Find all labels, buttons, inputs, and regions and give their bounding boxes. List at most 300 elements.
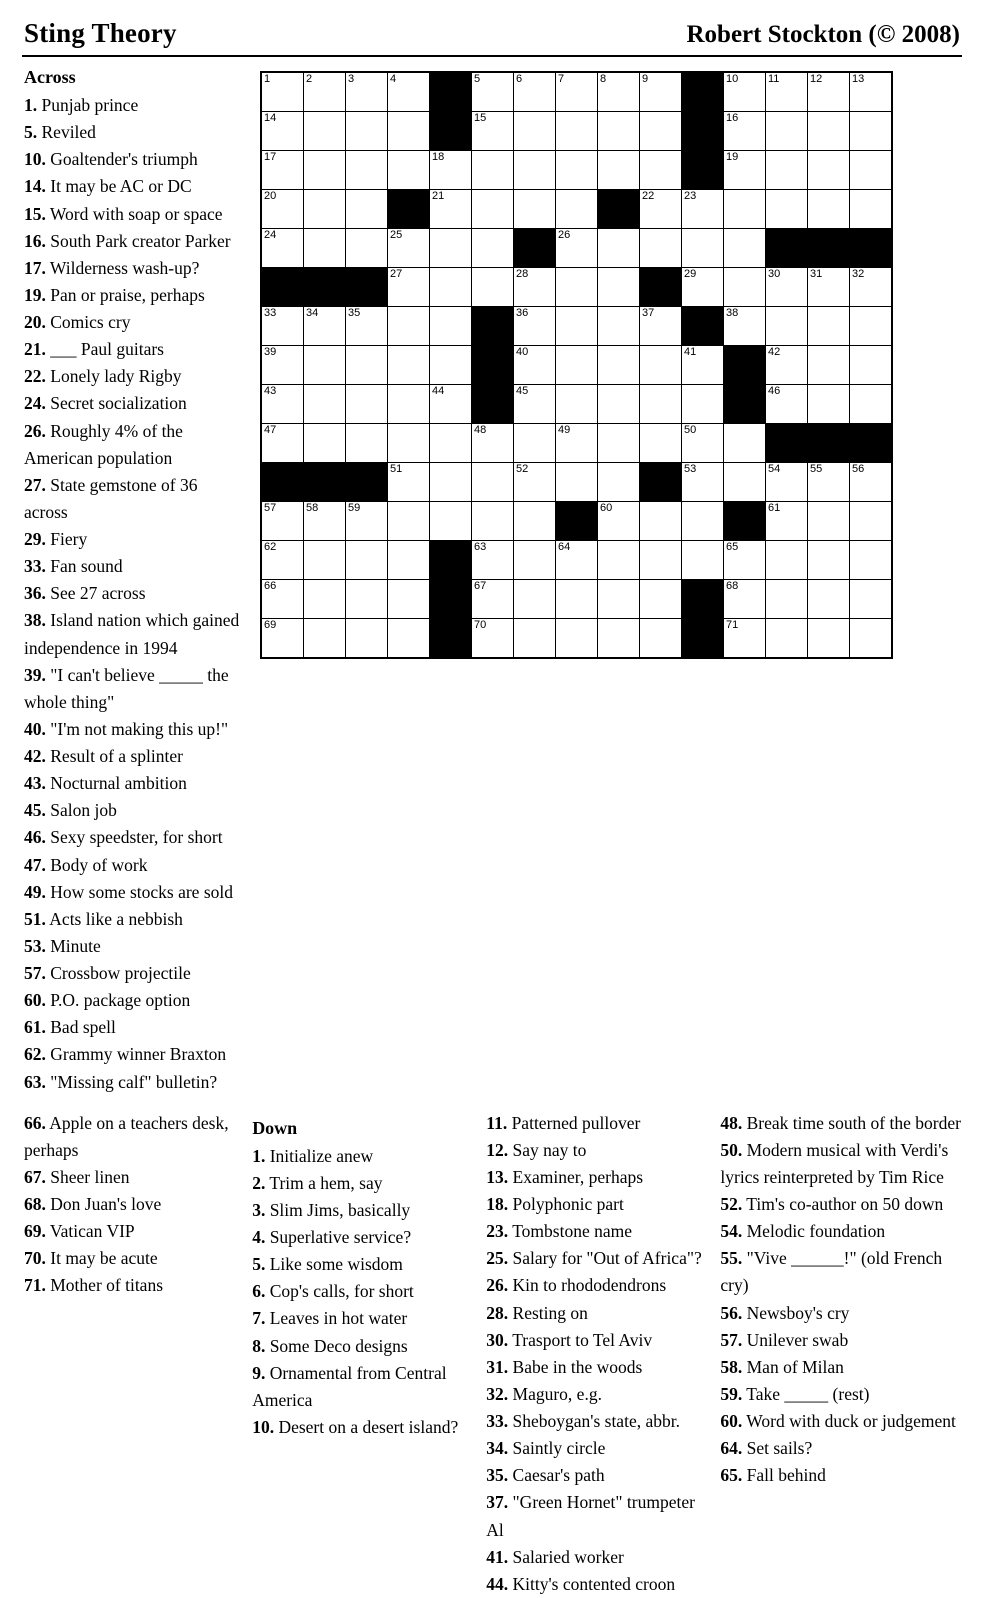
grid-cell-number: 32: [852, 268, 865, 280]
grid-cell[interactable]: [304, 151, 346, 190]
grid-cell[interactable]: [724, 307, 766, 346]
grid-cell[interactable]: [850, 346, 893, 385]
grid-cell[interactable]: [514, 619, 556, 659]
grid-cell[interactable]: [598, 580, 640, 619]
across-clue-item: [24, 1041, 240, 1068]
grid-cell[interactable]: [556, 72, 598, 112]
grid-cell[interactable]: [808, 72, 850, 112]
down-clue-item: [486, 1300, 706, 1327]
grid-cell[interactable]: [388, 463, 430, 502]
grid-cell[interactable]: [766, 307, 808, 346]
down-heading: Down: [252, 1117, 298, 1138]
grid-cell[interactable]: [388, 619, 430, 659]
grid-cell[interactable]: [640, 190, 682, 229]
grid-cell[interactable]: [304, 112, 346, 151]
grid-cell[interactable]: [682, 463, 724, 502]
grid-cell[interactable]: [682, 268, 724, 307]
clue-text: Saintly circle: [508, 1438, 606, 1459]
grid-block-cell: [640, 268, 682, 307]
grid-cell[interactable]: [850, 385, 893, 424]
grid-cell[interactable]: [261, 346, 304, 385]
grid-cell[interactable]: [766, 268, 808, 307]
across-clue-item: [24, 173, 240, 200]
grid-cell-number: 45: [516, 385, 529, 397]
grid-cell[interactable]: [640, 619, 682, 659]
grid-cell[interactable]: [388, 424, 430, 463]
grid-cell[interactable]: [556, 346, 598, 385]
grid-cell[interactable]: [556, 463, 598, 502]
grid-cell[interactable]: [514, 190, 556, 229]
grid-cell[interactable]: [261, 307, 304, 346]
grid-block-cell: [430, 112, 472, 151]
grid-cell[interactable]: [850, 72, 893, 112]
grid-cell[interactable]: [514, 268, 556, 307]
grid-cell[interactable]: [346, 229, 388, 268]
grid-cell[interactable]: [472, 112, 514, 151]
grid-cell[interactable]: [724, 112, 766, 151]
clue-number: 54.: [720, 1221, 743, 1242]
grid-cell[interactable]: [766, 385, 808, 424]
grid-cell[interactable]: [808, 619, 850, 659]
grid-cell[interactable]: [304, 580, 346, 619]
grid-cell[interactable]: [346, 112, 388, 151]
grid-cell-number: 29: [684, 268, 697, 280]
grid-block-cell: [682, 151, 724, 190]
grid-cell[interactable]: [430, 268, 472, 307]
crossword-grid[interactable]: [260, 71, 893, 659]
grid-cell-number: 38: [726, 307, 739, 319]
across-clue-list-1: [24, 92, 240, 1096]
grid-cell[interactable]: [682, 346, 724, 385]
grid-cell[interactable]: [598, 424, 640, 463]
grid-cell-number: 2: [306, 73, 313, 85]
clue-text: Modern musical with Verdi's lyrics reinterpreted by Tim Rice: [720, 1139, 949, 1187]
clue-text: Unilever swab: [742, 1329, 849, 1350]
clue-number: 17.: [24, 257, 46, 278]
grid-cell[interactable]: [472, 424, 514, 463]
grid-cell[interactable]: [850, 580, 893, 619]
grid-block-cell: [430, 541, 472, 580]
grid-block-cell: [598, 190, 640, 229]
grid-cell[interactable]: [766, 190, 808, 229]
grid-cell-number: 41: [684, 346, 697, 358]
grid-cell[interactable]: [514, 112, 556, 151]
grid-cell[interactable]: [556, 541, 598, 580]
clue-number: 52.: [720, 1194, 743, 1214]
grid-cell[interactable]: [598, 463, 640, 502]
grid-cell[interactable]: [640, 385, 682, 424]
down-clue-item: [720, 1327, 966, 1354]
grid-cell[interactable]: [472, 619, 514, 659]
across-clue-list-2: [24, 1110, 238, 1300]
grid-block-cell: [682, 619, 724, 659]
grid-cell[interactable]: [346, 190, 388, 229]
clue-number: 2.: [252, 1172, 266, 1193]
grid-cell[interactable]: [346, 502, 388, 541]
grid-cell[interactable]: [598, 307, 640, 346]
down-clue-item: [486, 1272, 706, 1299]
grid-cell[interactable]: [472, 72, 514, 112]
grid-cell[interactable]: [430, 346, 472, 385]
grid-cell[interactable]: [388, 541, 430, 580]
grid-cell[interactable]: [724, 268, 766, 307]
grid-cell[interactable]: [556, 112, 598, 151]
grid-cell[interactable]: [556, 580, 598, 619]
grid-block-cell: [261, 463, 304, 502]
grid-cell[interactable]: [430, 385, 472, 424]
grid-cell[interactable]: [388, 229, 430, 268]
across-clue-item: [24, 146, 240, 173]
clue-number: 6.: [252, 1281, 266, 1302]
grid-cell[interactable]: [850, 151, 893, 190]
down-clue-item: [486, 1408, 706, 1435]
grid-cell-number: 43: [264, 385, 277, 397]
crossword-grid-wrapper: [260, 71, 893, 659]
grid-cell[interactable]: [850, 190, 893, 229]
grid-cell[interactable]: [304, 190, 346, 229]
grid-cell[interactable]: [808, 502, 850, 541]
grid-cell[interactable]: [682, 541, 724, 580]
clue-text: See 27 across: [45, 583, 146, 604]
grid-cell[interactable]: [766, 580, 808, 619]
grid-cell[interactable]: [850, 619, 893, 659]
grid-cell[interactable]: [766, 72, 808, 112]
grid-cell[interactable]: [724, 580, 766, 619]
grid-cell[interactable]: [430, 151, 472, 190]
grid-cell[interactable]: [514, 502, 556, 541]
clue-text: Tombstone name: [508, 1221, 633, 1242]
grid-cell[interactable]: [682, 229, 724, 268]
grid-cell[interactable]: [598, 385, 640, 424]
clue-number: 8.: [252, 1335, 266, 1356]
clue-text: Sheer linen: [45, 1166, 130, 1187]
grid-cell[interactable]: [640, 112, 682, 151]
grid-cell[interactable]: [808, 346, 850, 385]
grid-cell[interactable]: [388, 307, 430, 346]
grid-cell[interactable]: [261, 385, 304, 424]
clue-text: Tim's co-author on 50 down: [742, 1194, 944, 1214]
grid-cell[interactable]: [261, 424, 304, 463]
clue-text: Nocturnal ambition: [45, 773, 187, 794]
grid-cell[interactable]: [304, 619, 346, 659]
down-clue-item: [720, 1381, 966, 1408]
clue-number: 36.: [24, 583, 46, 604]
clue-number: 10.: [252, 1416, 275, 1437]
grid-cell[interactable]: [850, 307, 893, 346]
clue-text: Maguro, e.g.: [508, 1383, 602, 1404]
grid-cell[interactable]: [640, 229, 682, 268]
grid-block-cell: [430, 72, 472, 112]
grid-cell[interactable]: [430, 229, 472, 268]
grid-cell[interactable]: [388, 268, 430, 307]
grid-cell[interactable]: [388, 112, 430, 151]
grid-cell[interactable]: [346, 307, 388, 346]
down-clue-item: [486, 1164, 706, 1191]
across-clue-item: [24, 553, 240, 580]
grid-cell[interactable]: [808, 463, 850, 502]
grid-block-cell: [304, 268, 346, 307]
across-clue-item: [24, 282, 240, 309]
grid-cell[interactable]: [640, 346, 682, 385]
grid-row: [261, 72, 892, 112]
clue-number: 48.: [720, 1112, 743, 1133]
clue-text: Roughly 4% of the American population: [24, 420, 183, 468]
grid-cell[interactable]: [724, 190, 766, 229]
grid-cell[interactable]: [514, 541, 556, 580]
grid-cell[interactable]: [472, 463, 514, 502]
top-area: [16, 67, 966, 1096]
grid-cell[interactable]: [472, 268, 514, 307]
grid-cell[interactable]: [724, 151, 766, 190]
down-clue-item: [720, 1354, 966, 1381]
grid-cell[interactable]: [388, 502, 430, 541]
grid-cell[interactable]: [514, 346, 556, 385]
clue-number: 33.: [24, 556, 46, 577]
grid-cell[interactable]: [472, 502, 514, 541]
grid-cell-number: 4: [390, 73, 397, 85]
grid-cell[interactable]: [514, 307, 556, 346]
grid-cell[interactable]: [261, 72, 304, 112]
grid-cell[interactable]: [766, 112, 808, 151]
grid-cell[interactable]: [808, 190, 850, 229]
clue-number: 19.: [24, 284, 46, 305]
grid-cell[interactable]: [430, 463, 472, 502]
across-clue-item: [24, 255, 240, 282]
grid-cell[interactable]: [850, 463, 893, 502]
grid-cell[interactable]: [850, 541, 893, 580]
grid-cell[interactable]: [556, 424, 598, 463]
down-clue-item: [720, 1137, 966, 1191]
grid-cell[interactable]: [346, 541, 388, 580]
grid-cell[interactable]: [556, 385, 598, 424]
grid-cell[interactable]: [346, 424, 388, 463]
grid-cell[interactable]: [598, 502, 640, 541]
grid-cell[interactable]: [261, 229, 304, 268]
clue-text: Melodic foundation: [742, 1221, 886, 1242]
clue-number: 62.: [24, 1044, 46, 1065]
grid-cell[interactable]: [808, 541, 850, 580]
grid-cell[interactable]: [304, 541, 346, 580]
grid-cell[interactable]: [472, 580, 514, 619]
clue-text: P.O. package option: [45, 990, 191, 1011]
grid-cell[interactable]: [640, 151, 682, 190]
clue-text: Acts like a nebbish: [45, 908, 183, 929]
grid-cell[interactable]: [304, 307, 346, 346]
grid-cell[interactable]: [388, 151, 430, 190]
grid-cell[interactable]: [598, 72, 640, 112]
grid-cell[interactable]: [388, 385, 430, 424]
clue-text: How some stocks are sold: [45, 881, 234, 902]
across-clue-item: [24, 92, 240, 119]
down-clue-item: [486, 1462, 706, 1489]
grid-cell[interactable]: [472, 190, 514, 229]
grid-cell[interactable]: [556, 229, 598, 268]
grid-cell[interactable]: [766, 346, 808, 385]
grid-cell[interactable]: [682, 502, 724, 541]
grid-cell[interactable]: [261, 112, 304, 151]
grid-cell[interactable]: [304, 502, 346, 541]
grid-cell[interactable]: [766, 502, 808, 541]
grid-cell[interactable]: [261, 619, 304, 659]
clue-number: 55.: [720, 1248, 743, 1269]
down-clue-item: [720, 1245, 966, 1299]
clue-column-3: [486, 1110, 720, 1598]
grid-cell[interactable]: [766, 151, 808, 190]
clue-number: 4.: [252, 1227, 266, 1247]
clue-text: Trim a hem, say: [265, 1172, 383, 1193]
grid-cell[interactable]: [430, 307, 472, 346]
clue-text: Mother of titans: [45, 1275, 164, 1296]
grid-cell[interactable]: [261, 580, 304, 619]
grid-cell[interactable]: [556, 151, 598, 190]
clue-number: 47.: [24, 854, 46, 875]
grid-cell[interactable]: [514, 580, 556, 619]
grid-cell[interactable]: [261, 190, 304, 229]
grid-block-cell: [766, 424, 808, 463]
grid-cell[interactable]: [850, 112, 893, 151]
clue-text: Cop's calls, for short: [265, 1281, 414, 1302]
grid-cell[interactable]: [850, 268, 893, 307]
grid-block-cell: [808, 229, 850, 268]
grid-cell[interactable]: [514, 463, 556, 502]
grid-cell[interactable]: [640, 502, 682, 541]
across-clue-item: [24, 1191, 238, 1218]
grid-cell[interactable]: [724, 229, 766, 268]
clue-text: It may be acute: [45, 1248, 158, 1269]
grid-cell[interactable]: [598, 541, 640, 580]
grid-cell[interactable]: [808, 580, 850, 619]
grid-cell[interactable]: [724, 463, 766, 502]
grid-cell[interactable]: [430, 424, 472, 463]
grid-cell[interactable]: [598, 151, 640, 190]
grid-block-cell: [472, 346, 514, 385]
grid-cell[interactable]: [472, 229, 514, 268]
clue-text: Minute: [45, 935, 101, 956]
grid-row: [261, 151, 892, 190]
grid-cell[interactable]: [472, 151, 514, 190]
grid-cell-number: 52: [516, 463, 529, 475]
clue-text: ___ Paul guitars: [45, 339, 164, 360]
grid-cell[interactable]: [388, 580, 430, 619]
grid-cell[interactable]: [346, 346, 388, 385]
grid-block-cell: [850, 229, 893, 268]
grid-cell[interactable]: [261, 151, 304, 190]
grid-row: [261, 424, 892, 463]
grid-cell[interactable]: [724, 619, 766, 659]
grid-cell[interactable]: [304, 385, 346, 424]
grid-cell[interactable]: [430, 502, 472, 541]
grid-cell[interactable]: [808, 385, 850, 424]
grid-cell[interactable]: [556, 619, 598, 659]
grid-cell[interactable]: [808, 112, 850, 151]
grid-cell[interactable]: [598, 619, 640, 659]
grid-cell[interactable]: [472, 541, 514, 580]
grid-cell[interactable]: [346, 385, 388, 424]
down-clue-item: [252, 1333, 472, 1360]
grid-cell[interactable]: [514, 72, 556, 112]
down-clue-item: [486, 1381, 706, 1408]
grid-cell-number: 64: [558, 541, 571, 553]
grid-cell[interactable]: [598, 268, 640, 307]
grid-cell[interactable]: [261, 502, 304, 541]
grid-cell[interactable]: [304, 72, 346, 112]
grid-cell[interactable]: [346, 580, 388, 619]
grid-cell[interactable]: [808, 268, 850, 307]
clue-text: Apple on a teachers desk, perhaps: [24, 1112, 229, 1160]
grid-cell[interactable]: [514, 151, 556, 190]
grid-cell-number: 63: [474, 541, 487, 553]
grid-cell[interactable]: [346, 619, 388, 659]
grid-cell[interactable]: [682, 190, 724, 229]
across-clue-item: [24, 119, 240, 146]
grid-cell[interactable]: [261, 541, 304, 580]
grid-cell[interactable]: [598, 229, 640, 268]
down-clue-item: [486, 1137, 706, 1164]
down-clue-item: [486, 1435, 706, 1462]
grid-cell-number: 6: [516, 73, 523, 85]
grid-cell[interactable]: [304, 229, 346, 268]
grid-cell[interactable]: [388, 72, 430, 112]
clue-number: 3.: [252, 1199, 266, 1220]
grid-cell[interactable]: [640, 424, 682, 463]
grid-cell[interactable]: [598, 346, 640, 385]
grid-cell[interactable]: [388, 346, 430, 385]
grid-cell[interactable]: [724, 424, 766, 463]
across-clue-item: [24, 879, 240, 906]
grid-cell[interactable]: [556, 307, 598, 346]
grid-cell[interactable]: [514, 424, 556, 463]
grid-cell[interactable]: [556, 268, 598, 307]
clue-text: Lonely lady Rigby: [45, 366, 182, 387]
grid-cell[interactable]: [640, 541, 682, 580]
grid-cell[interactable]: [766, 463, 808, 502]
grid-cell[interactable]: [640, 307, 682, 346]
grid-cell[interactable]: [640, 580, 682, 619]
grid-block-cell: [514, 229, 556, 268]
grid-block-cell: [430, 580, 472, 619]
grid-cell[interactable]: [346, 72, 388, 112]
clue-text: Newsboy's cry: [742, 1302, 850, 1323]
grid-cell[interactable]: [430, 190, 472, 229]
clue-number: 20.: [24, 312, 46, 332]
grid-cell[interactable]: [808, 151, 850, 190]
grid-cell-number: 27: [390, 268, 403, 280]
grid-cell[interactable]: [766, 541, 808, 580]
grid-cell[interactable]: [514, 385, 556, 424]
clue-number: 26.: [486, 1275, 509, 1296]
across-clue-item: [24, 797, 240, 824]
clue-number: 67.: [24, 1166, 46, 1187]
grid-cell[interactable]: [556, 190, 598, 229]
grid-cell[interactable]: [682, 385, 724, 424]
grid-cell[interactable]: [304, 424, 346, 463]
grid-cell-number: 31: [810, 268, 823, 280]
grid-cell[interactable]: [808, 307, 850, 346]
grid-cell[interactable]: [724, 72, 766, 112]
clue-text: Say nay to: [508, 1139, 587, 1160]
grid-cell[interactable]: [724, 541, 766, 580]
clue-text: Sheboygan's state, abbr.: [508, 1411, 680, 1431]
grid-cell[interactable]: [766, 619, 808, 659]
grid-cell[interactable]: [598, 112, 640, 151]
across-clue-item: [24, 1014, 240, 1041]
grid-cell[interactable]: [346, 151, 388, 190]
grid-cell[interactable]: [640, 72, 682, 112]
grid-cell[interactable]: [304, 346, 346, 385]
grid-cell[interactable]: [682, 424, 724, 463]
grid-cell[interactable]: [850, 502, 893, 541]
down-clue-item: [486, 1489, 706, 1543]
